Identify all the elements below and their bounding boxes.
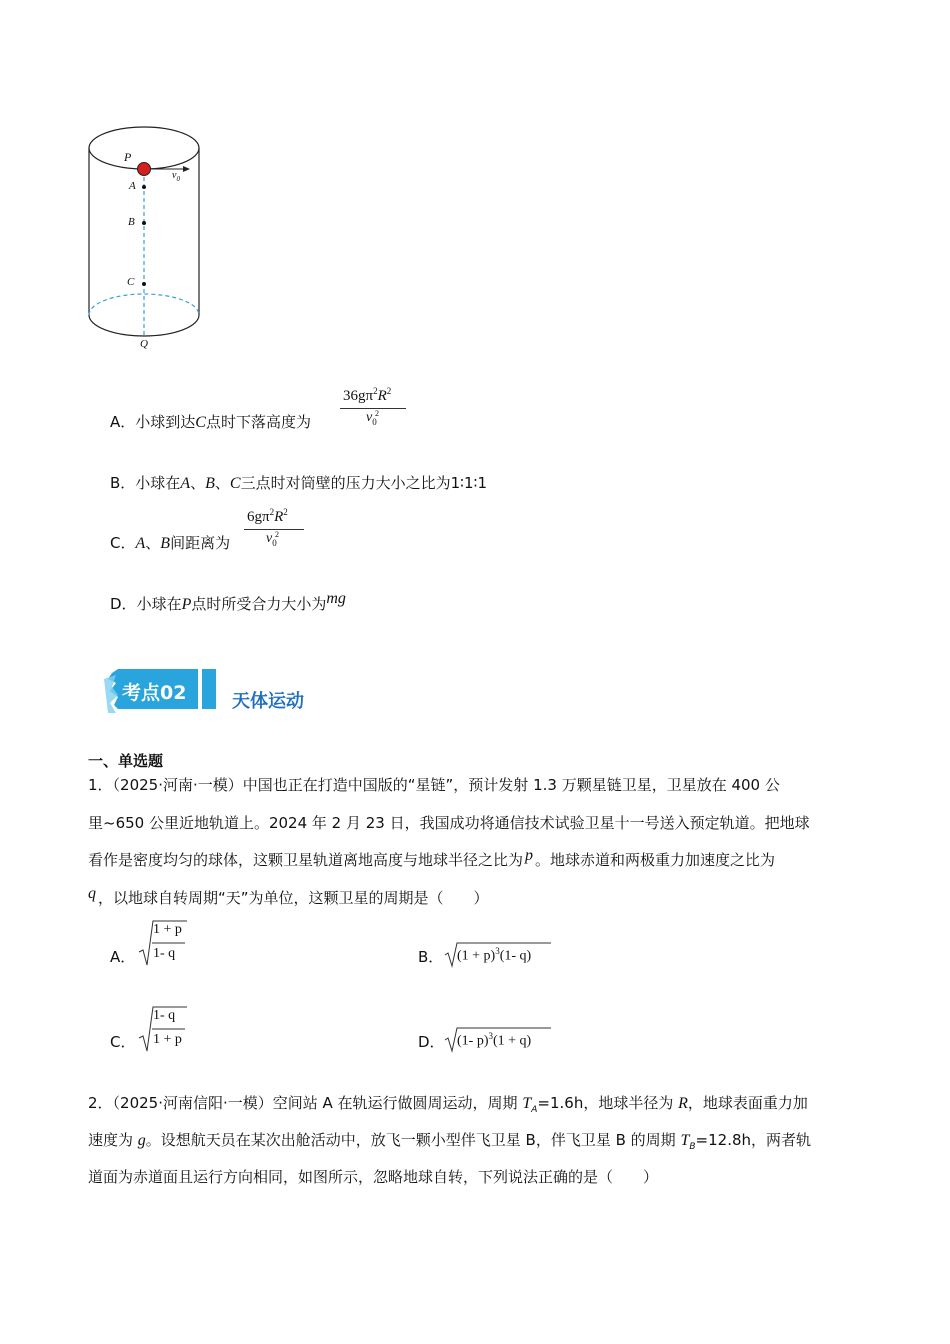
point-b	[142, 221, 146, 225]
q1-option-d-root: (1- p)$^3$(1 + q)	[443, 1025, 553, 1053]
q2-line3: 道面为赤道面且运行方向相同，如图所示，忽略地球自转，下列说法正确的是（ ）	[88, 1168, 659, 1186]
q1-option-c[interactable]: C．	[110, 1033, 136, 1051]
section-heading: 一、单选题	[88, 752, 164, 770]
q1-line3: 看作是密度均匀的球体，这颗卫星轨道离地高度与地球半径之比为 p 。地球赤道和两极重力加速度之比为	[88, 847, 776, 869]
section-title: 天体运动	[232, 691, 304, 712]
fraction-denominator: $v_0$	[366, 410, 377, 427]
q1-option-b[interactable]: B．	[418, 948, 444, 966]
fraction-bar	[340, 408, 406, 409]
label-q: Q	[140, 338, 148, 350]
fraction-numerator: $36g\pi^2R^2$	[343, 386, 392, 404]
velocity-arrowhead	[183, 166, 190, 172]
fraction-bar	[244, 529, 304, 530]
ball	[138, 163, 151, 176]
point-a	[142, 185, 146, 189]
cylinder-figure	[84, 120, 214, 360]
label-v0: $v_0$	[172, 170, 180, 183]
fraction-numerator: $6g\pi^2R^2$	[247, 507, 288, 525]
option-c-prev[interactable]: C．A、B间距离为	[110, 534, 231, 552]
fraction-option-a: $36g\pi^2R^2$ $v_0$ 2	[340, 386, 408, 434]
label-a: A	[129, 180, 136, 192]
q1-option-a[interactable]: A．	[110, 948, 136, 966]
option-d-prev[interactable]: D．小球在P点时所受合力大小为mg	[110, 590, 346, 613]
q1-option-a-root: 1 + p 1- q	[137, 918, 189, 968]
label-c: C	[127, 276, 135, 288]
q2-line2: 速度为 g。设想航天员在某次出舱活动中，放飞一颗小型伴飞卫星 B，伴飞卫星 B 的周期 $T_B=12.8h$，两者轨	[88, 1131, 812, 1152]
label-p: P	[124, 150, 132, 164]
q1-line4: q ，以地球自转周期“天”为单位，这颗卫星的周期是（ ）	[88, 885, 489, 907]
badge-label: 考点02	[122, 682, 187, 704]
fraction-option-c: $6g\pi^2R^2$ $v_0$ 2	[244, 507, 306, 555]
cylinder-diagram	[84, 120, 214, 360]
label-b: B	[128, 216, 135, 228]
fraction-denominator: $v_0$	[266, 531, 277, 548]
q2-line1: 2．（2025·河南信阳·一模）空间站 A 在轨运行做圆周运动，周期 $T_A=1.6h$，地球半径为 R，地球表面重力加	[88, 1094, 808, 1115]
point-c	[142, 282, 146, 286]
q1-option-d[interactable]: D．	[418, 1033, 445, 1051]
section-badge	[104, 669, 220, 715]
q1-line1: 1．（2025·河南·一模）中国也正在打造中国版的“星链”，预计发射 1.3 万颗星链卫星，卫星放在 400 公	[88, 776, 780, 794]
q1-option-c-root: 1- q 1 + p	[137, 1004, 189, 1054]
option-a-prev[interactable]: A．小球到达C点时下落高度为	[110, 413, 311, 431]
option-b-prev[interactable]: B．小球在A、B、C三点时对筒壁的压力大小之比为1∶1∶1	[110, 474, 488, 492]
q1-option-b-root: $(1 + p)^3(1-$ q)	[443, 940, 553, 968]
q1-line2: 里~650 公里近地轨道上。2024 年 2 月 23 日，我国成功将通信技术试验卫星十一号送入预定轨道。把地球	[88, 814, 810, 832]
